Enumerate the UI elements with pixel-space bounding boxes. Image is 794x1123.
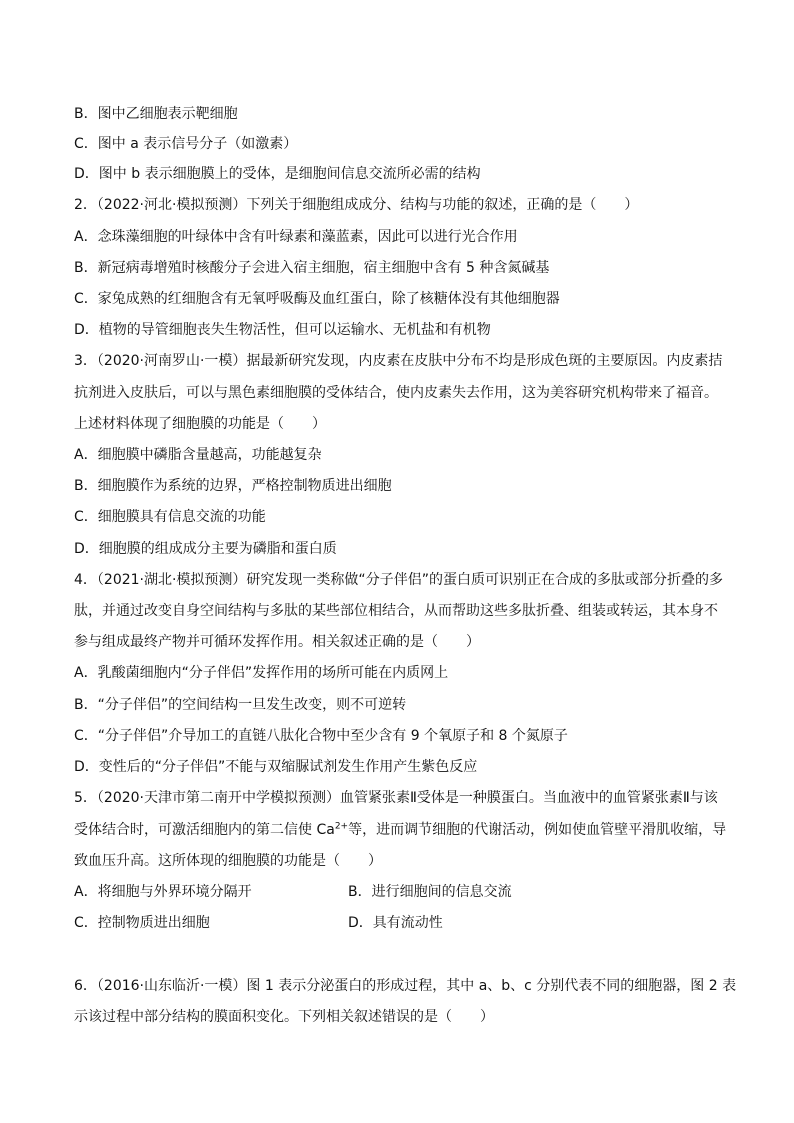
q2-option-d: D．植物的导管细胞丧失生物活性，但可以运输水、无机盐和有机物 bbox=[74, 322, 491, 338]
q3-stem-line-2: 抗剂进入皮肤后，可以与黑色素细胞膜的受体结合，使内皮素失去作用，这为美容研究机构带来了福音。 bbox=[74, 385, 718, 401]
q2-stem: 2．（2022·河北·模拟预测）下列关于细胞组成成分、结构与功能的叙述，正确的是（ ） bbox=[74, 197, 639, 213]
q2-option-a: A．念珠藻细胞的叶绿体中含有叶绿素和藻蓝素，因此可以进行光合作用 bbox=[74, 229, 518, 245]
q6-stem-line-2: 示该过程中部分结构的膜面积变化。下列相关叙述错误的是（ ） bbox=[74, 1009, 494, 1025]
q5-stem-line-2-pre: 受体结合时，可激活细胞内的第二信使 Ca bbox=[74, 822, 335, 838]
q3-stem-line-3: 上述材料体现了细胞膜的功能是（ ） bbox=[74, 416, 326, 432]
q4-stem-line-2: 肽，并通过改变自身空间结构与多肽的某些部位相结合，从而帮助这些多肽折叠、组装或转运，其本身不 bbox=[74, 603, 718, 619]
calcium-charge-superscript: 2+ bbox=[334, 821, 349, 832]
q5-stem-line-2 bbox=[74, 820, 726, 840]
q5-stem-line-3: 致血压升高。这所体现的细胞膜的功能是（ ） bbox=[74, 853, 382, 869]
q5-option-c: C．控制物质进出细胞 bbox=[74, 915, 210, 931]
q3-option-b: B．细胞膜作为系统的边界，严格控制物质进出细胞 bbox=[74, 478, 392, 494]
q3-option-a: A．细胞膜中磷脂含量越高，功能越复杂 bbox=[74, 447, 322, 463]
q4-option-b: B．“分子伴侣”的空间结构一旦发生改变，则不可逆转 bbox=[74, 697, 407, 713]
q2-option-c: C．家兔成熟的红细胞含有无氧呼吸酶及血红蛋白，除了核糖体没有其他细胞器 bbox=[74, 291, 560, 307]
q5-stem-line-2-post: 等，进而调节细胞的代谢活动，例如使血管壁平滑肌收缩，导 bbox=[348, 822, 727, 838]
q1-option-c: C．图中 a 表示信号分子（如激素） bbox=[74, 136, 298, 152]
q5-option-a: A．将细胞与外界环境分隔开 bbox=[74, 884, 252, 900]
q2-option-b: B．新冠病毒增殖时核酸分子会进入宿主细胞，宿主细胞中含有 5 种含氮碱基 bbox=[74, 260, 550, 276]
q3-option-d: D．细胞膜的组成成分主要为磷脂和蛋白质 bbox=[74, 541, 337, 557]
q5-option-b: B．进行细胞间的信息交流 bbox=[348, 884, 512, 900]
q1-option-b: B．图中乙细胞表示靶细胞 bbox=[74, 106, 238, 122]
q4-option-a: A．乳酸菌细胞内“分子伴侣”发挥作用的场所可能在内质网上 bbox=[74, 665, 449, 681]
q5-stem-line-1: 5．（2020·天津市第二南开中学模拟预测）血管紧张素Ⅱ受体是一种膜蛋白。当血液中的血管紧张素Ⅱ与该 bbox=[74, 790, 718, 806]
q6-stem-line-1: 6．（2016·山东临沂·一模）图 1 表示分泌蛋白的形成过程，其中 a、b、c 分别代表不同的细胞器，图 2 表 bbox=[74, 978, 737, 994]
q4-option-c: C．“分子伴侣”介导加工的直链八肽化合物中至少含有 9 个氧原子和 8 个氮原子 bbox=[74, 728, 568, 744]
q1-option-d: D．图中 b 表示细胞膜上的受体，是细胞间信息交流所必需的结构 bbox=[74, 166, 481, 182]
q3-stem-line-1: 3．（2020·河南罗山·一模）据最新研究发现，内皮素在皮肤中分布不均是形成色斑的主要原因。内皮素拮 bbox=[74, 353, 723, 369]
q3-option-c: C．细胞膜具有信息交流的功能 bbox=[74, 509, 266, 525]
q4-stem-line-3: 参与组成最终产物并可循环发挥作用。相关叙述正确的是（ ） bbox=[74, 634, 480, 650]
q4-stem-line-1: 4．（2021·湖北·模拟预测）研究发现一类称做“分子伴侣”的蛋白质可识别正在合成的多肽或部分折叠的多 bbox=[74, 572, 723, 588]
q5-option-d: D．具有流动性 bbox=[348, 915, 443, 931]
q4-option-d: D．变性后的“分子伴侣”不能与双缩脲试剂发生作用产生紫色反应 bbox=[74, 759, 478, 775]
